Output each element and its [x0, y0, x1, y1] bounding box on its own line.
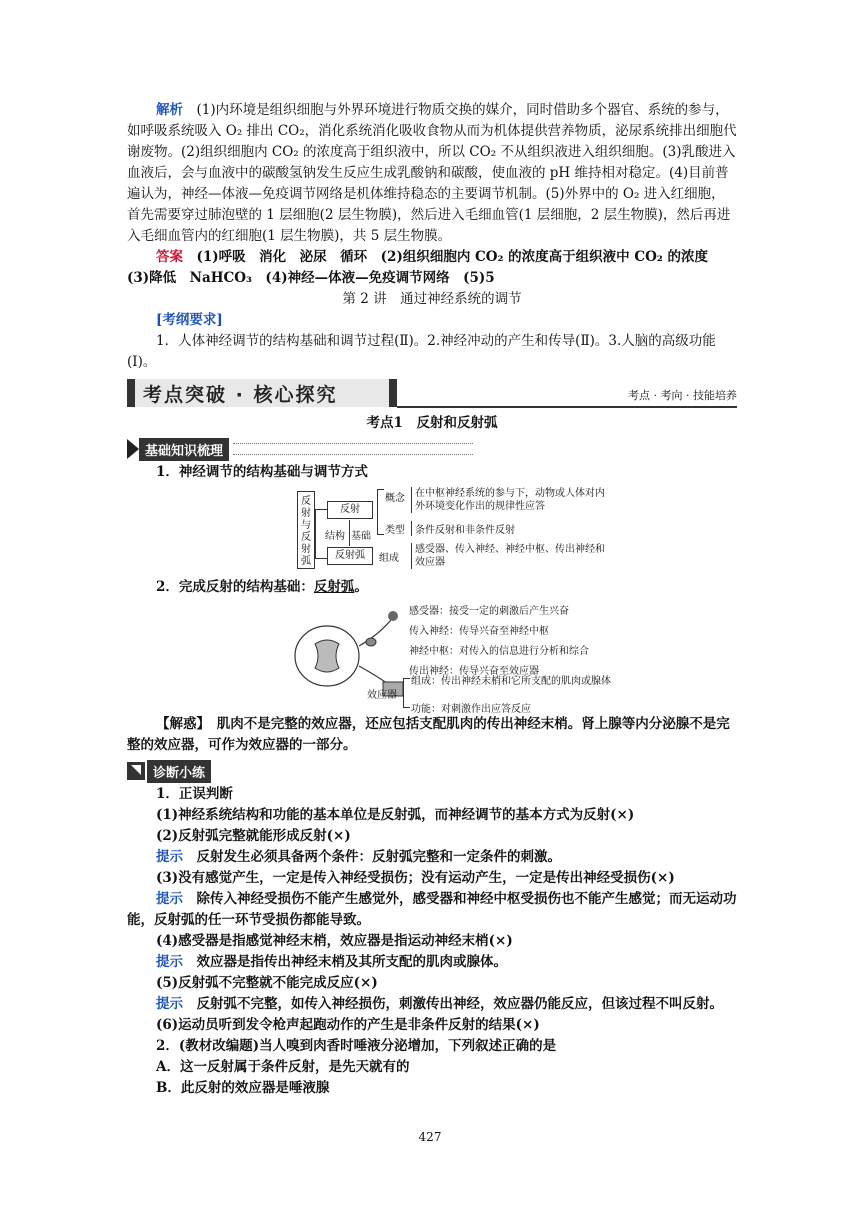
- concept-text: 在中枢神经系统的参与下，动物或人体对内外环境变化作出的规律性应答: [411, 487, 605, 513]
- comp-label: 组成: [379, 553, 399, 564]
- judge-hint4: [127, 952, 737, 973]
- q2-option-b: B．此反射的效应器是唾液腺: [156, 1080, 330, 1096]
- reflex-concept-diagram: [127, 487, 737, 573]
- judge-q3: (3)没有感觉产生，一定是传入神经受损伤；没有运动产生，一定是传出神经受损伤(×): [156, 870, 675, 886]
- banner-bar: [127, 379, 397, 407]
- judge-q1: (1)神经系统结构和功能的基本单位是反射弧，而神经调节的基本方式为反射(×): [156, 807, 635, 823]
- clarify-label: 【解惑】: [156, 716, 204, 732]
- effector-label: 效应器: [367, 690, 397, 701]
- item2-suffix: 。: [354, 579, 368, 595]
- kaodian-title: 考点1 反射和反射弧: [366, 415, 498, 431]
- dotted-rule: [233, 443, 473, 455]
- type-text: 条件反射和非条件反射: [411, 521, 515, 536]
- item2: [127, 577, 737, 598]
- concept-label: 概念: [385, 493, 405, 504]
- outline-label: [考纲要求]: [156, 312, 223, 328]
- arc-box: 反射弧: [327, 547, 373, 565]
- reflex-box: 反射: [327, 501, 373, 519]
- hint-label: 提示: [156, 996, 183, 1012]
- hint-text: 反射发生必须具备两个条件：反射弧完整和一定条件的刺激。: [196, 849, 561, 865]
- basis-label: 基础: [351, 531, 371, 542]
- clarify-text: 肌肉不是完整的效应器，还应包括支配肌肉的传出神经末梢。肾上腺等内分泌腺不是完整的效应器，可作为效应器的一部分。: [127, 716, 730, 753]
- analysis-label: 解析: [156, 102, 183, 118]
- item1: 1．神经调节的结构基础与调节方式: [156, 464, 368, 480]
- hint-label: 提示: [156, 891, 183, 907]
- hint-label: 提示: [156, 849, 183, 865]
- analysis-text: (1)内环境是组织细胞与外界环境进行物质交换的媒介，同时借助多个器官、系统的参与，如呼吸系统吸入 O₂ 排出 CO₂，消化系统消化吸收食物从而为机体提供营养物质，泌尿系统排出细胞代谢废物。(2)组织细胞内 CO₂ 的浓度高于组织液中，所以 CO₂ 不从组织液进入组织细胞。(3)乳酸进入血液后，会与血液中的碳酸氢钠发生反应生成乳酸钠和碳酸，使血液的 pH 维持相对稳定。(4)目前普遍认为，神经—体液—免疫调节网络是机体维持稳态的主要调节机制。(5)外界中的 O₂ 进入红细胞，首先需要穿过肺泡壁的 1 层细胞(2 层生物膜)，然后进入毛细血管(1 层细胞，2 层生物膜)，然后再进入毛细血管内的红细胞(1 层生物膜)，共 5 层生物膜。: [127, 102, 737, 244]
- banner-rule: [397, 406, 737, 408]
- efferent-label: 传出神经：传导兴奋至效应器: [409, 666, 539, 677]
- arrow-down-icon: [127, 762, 145, 780]
- lecture-title: 第 2 讲 通过神经系统的调节: [342, 291, 522, 307]
- center-label: 神经中枢：对传入的信息进行分析和综合: [409, 646, 589, 657]
- clarify-paragraph: [127, 714, 737, 756]
- q2-stem: 2．(教材改编题)当人嗅到肉香时唾液分泌增加，下列叙述正确的是: [156, 1038, 557, 1054]
- judge-hint3: [127, 889, 737, 931]
- afferent-label: 传入神经：传导兴奋至神经中枢: [409, 626, 549, 637]
- hint-text: 反射弧不完整，如传入神经损伤，刺激传出神经，效应器仍能反应，但该过程不叫反射。: [196, 996, 723, 1012]
- judge-hint5: [127, 994, 737, 1015]
- answer-paragraph: [127, 247, 737, 289]
- comp-text: 感受器、传入神经、神经中枢、传出神经和效应器: [411, 543, 605, 569]
- item2-answer: 反射弧: [313, 579, 355, 595]
- banner-tag: 考点 · 考向 · 技能培养: [628, 389, 737, 402]
- hint-label: 提示: [156, 954, 183, 970]
- effector-bracket: [403, 678, 410, 708]
- receptor-label: 感受器：接受一定的刺激后产生兴奋: [409, 606, 569, 617]
- basics-subhead: [127, 438, 737, 460]
- connector-v2: [349, 520, 350, 546]
- judge-q4: (4)感受器是指感觉神经末梢，效应器是指运动神经末梢(×): [156, 933, 513, 949]
- hint-text: 除传入神经受损伤不能产生感觉外，感受器和神经中枢受损伤也不能产生感觉；而无运动功能，反射弧的任一环节受损伤都能导致。: [127, 891, 737, 928]
- bracket: [377, 489, 384, 535]
- analysis-paragraph: [127, 100, 737, 247]
- page-number: 427: [418, 1130, 442, 1144]
- diag-label: 诊断小练: [147, 760, 211, 783]
- judge-q6: (6)运动员听到发令枪声起跑动作的产生是非条件反射的结果(×): [156, 1017, 540, 1033]
- connector-v: [315, 509, 328, 559]
- arrow-icon: [127, 439, 139, 459]
- q2-option-a: A．这一反射属于条件反射，是先天就有的: [156, 1059, 410, 1075]
- reflex-arc-diagram: [127, 600, 737, 715]
- item2-prefix: 2．完成反射的结构基础：: [156, 579, 314, 595]
- hint-text: 效应器是指传出神经末梢及其所支配的肌肉或腺体。: [196, 954, 507, 970]
- judge-hint2: [127, 847, 737, 868]
- answer-label: 答案: [156, 249, 183, 265]
- outline-text: 1．人体神经调节的结构基础和调节过程(Ⅱ)。2.神经冲动的产生和传导(Ⅱ)。3.人脑的高级功能(Ⅰ)。: [127, 333, 716, 370]
- diag-subhead: [127, 760, 737, 782]
- section-banner: [127, 379, 737, 409]
- diagram-root: 反射与反射弧: [297, 491, 315, 569]
- basics-label: 基础知识梳理: [139, 438, 229, 461]
- type-label: 类型: [385, 525, 405, 536]
- structure-label: 结构: [325, 531, 345, 542]
- banner-title: 考点突破 · 核心探究: [143, 383, 338, 406]
- judge-q5: (5)反射弧不完整就不能完成反应(×): [156, 975, 378, 991]
- page-content: [127, 100, 737, 1099]
- judge-q2: (2)反射弧完整就能形成反射(×): [156, 828, 351, 844]
- judge-title: 1．正误判断: [156, 786, 233, 802]
- answer-text: (1)呼吸 消化 泌尿 循环 (2)组织细胞内 CO₂ 的浓度高于组织液中 CO₂ 的浓度 (3)降低 NaHCO₃ (4)神经—体液—免疫调节网络 (5)5: [127, 249, 722, 286]
- effector-comp: 组成：传出神经末梢和它所支配的肌肉或腺体: [411, 676, 611, 687]
- effector-func: 功能：对刺激作出应答反应: [411, 704, 531, 715]
